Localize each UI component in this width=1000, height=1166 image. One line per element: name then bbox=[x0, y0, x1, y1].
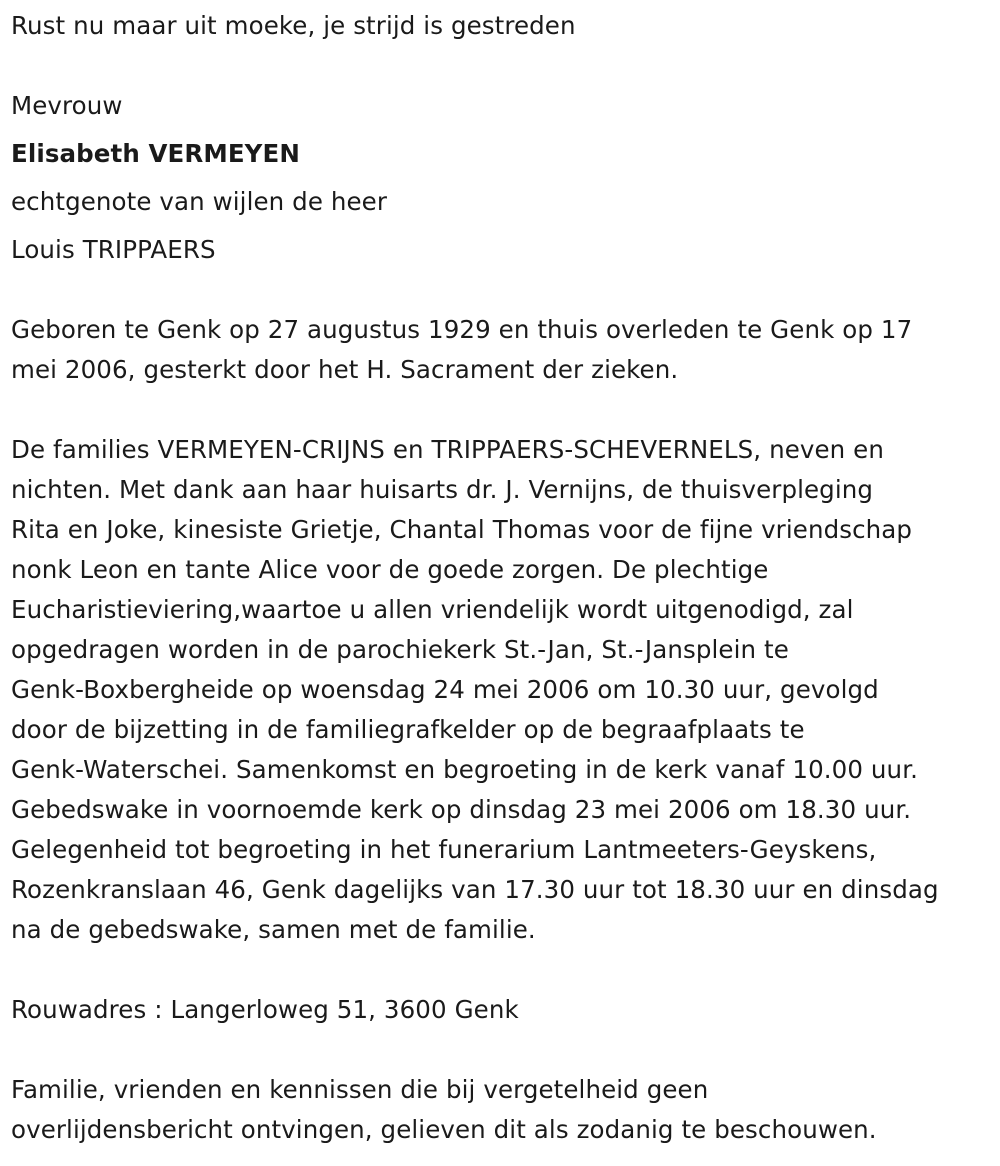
paragraph-line: overlijdensbericht ontvingen, gelieven dit als zodanig te beschouwen. bbox=[11, 1115, 877, 1144]
relation: echtgenote van wijlen de heer bbox=[11, 187, 388, 216]
paragraph-line: na de gebedswake, samen met de familie. bbox=[11, 915, 536, 944]
paragraph-line: De families VERMEYEN-CRIJNS en TRIPPAERS-SCHEVERNELS, neven en bbox=[11, 435, 884, 464]
paragraph-line: opgedragen worden in de parochiekerk St.-Jan, St.-Jansplein te bbox=[11, 635, 789, 664]
spouse-name: Louis TRIPPAERS bbox=[11, 235, 216, 264]
death-notice bbox=[11, 6, 993, 1150]
paragraph-line: nonk Leon en tante Alice voor de goede zorgen. De plechtige bbox=[11, 555, 769, 584]
closing-paragraph bbox=[11, 1070, 993, 1150]
motto: Rust nu maar uit moeke, je strijd is gestreden bbox=[11, 11, 576, 40]
paragraph-line: Genk-Waterschei. Samenkomst en begroeting in de kerk vanaf 10.00 uur. bbox=[11, 755, 918, 784]
paragraph-line: Geboren te Genk op 27 augustus 1929 en thuis overleden te Genk op 17 bbox=[11, 315, 913, 344]
paragraph-line: mei 2006, gesterkt door het H. Sacrament der zieken. bbox=[11, 355, 679, 384]
paragraph-line: Genk-Boxbergheide op woensdag 24 mei 2006 om 10.30 uur, gevolgd bbox=[11, 675, 879, 704]
paragraph-line: nichten. Met dank aan haar huisarts dr. J. Vernijns, de thuisverpleging bbox=[11, 475, 874, 504]
birth-death-paragraph bbox=[11, 310, 993, 390]
paragraph-line: Gelegenheid tot begroeting in het funerarium Lantmeeters-Geyskens, bbox=[11, 835, 877, 864]
paragraph-line: Rita en Joke, kinesiste Grietje, Chantal Thomas voor de fijne vriendschap bbox=[11, 515, 913, 544]
paragraph-line: Rozenkranslaan 46, Genk dagelijks van 17.30 uur tot 18.30 uur en dinsdag bbox=[11, 875, 939, 904]
paragraph-line: Familie, vrienden en kennissen die bij vergetelheid geen bbox=[11, 1075, 709, 1104]
mourning-address: Rouwadres : Langerloweg 51, 3600 Genk bbox=[11, 995, 519, 1024]
paragraph-line: Eucharistieviering,waartoe u allen vriendelijk wordt uitgenodigd, zal bbox=[11, 595, 854, 624]
title: Mevrouw bbox=[11, 91, 123, 120]
paragraph-line: Gebedswake in voornoemde kerk op dinsdag 23 mei 2006 om 18.30 uur. bbox=[11, 795, 912, 824]
deceased-name: Elisabeth VERMEYEN bbox=[11, 139, 300, 168]
families-paragraph bbox=[11, 430, 993, 950]
paragraph-line: door de bijzetting in de familiegrafkelder op de begraafplaats te bbox=[11, 715, 805, 744]
